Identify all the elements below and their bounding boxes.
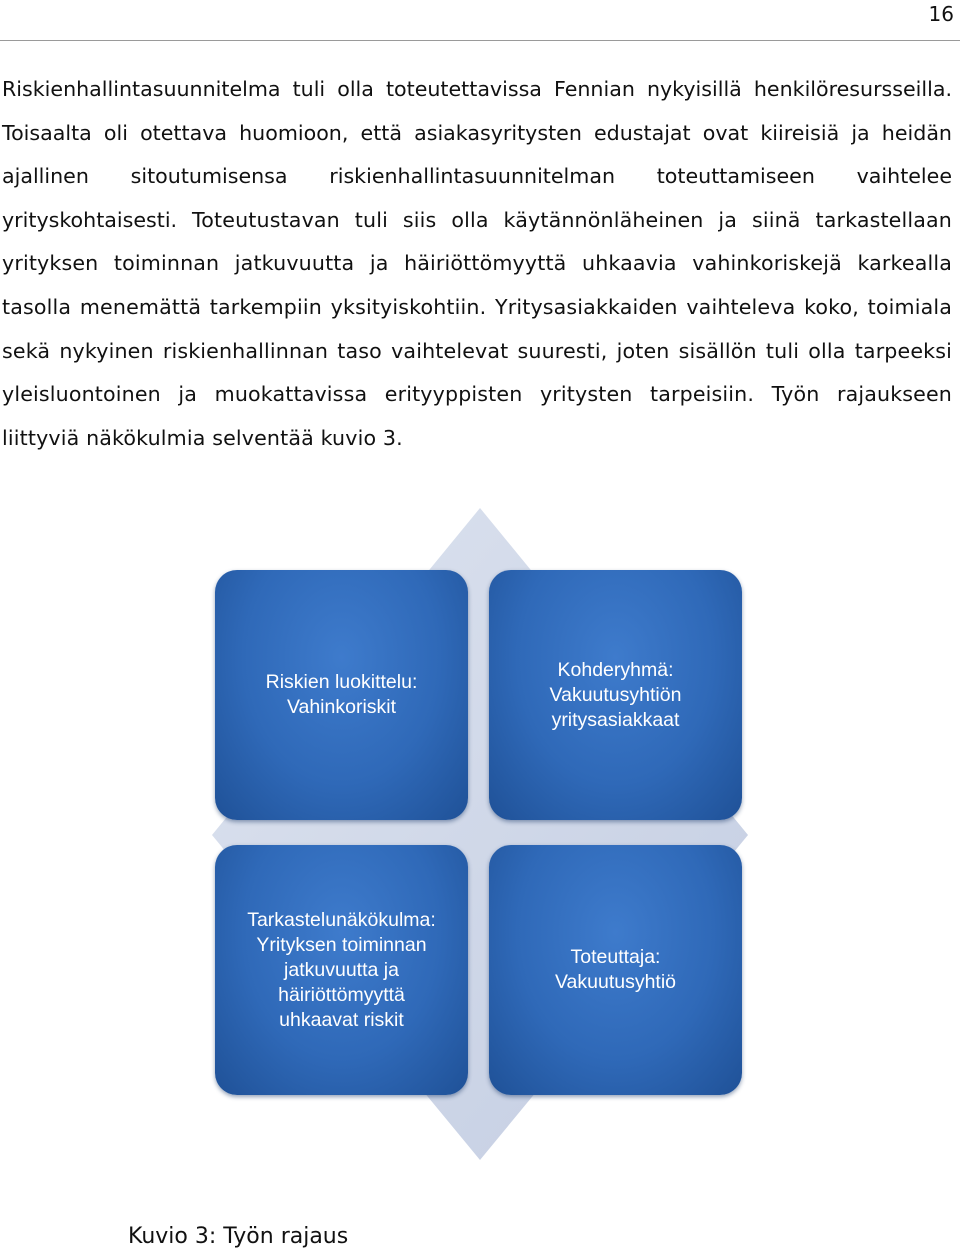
header-divider bbox=[0, 40, 960, 41]
scope-diagram bbox=[200, 500, 760, 1200]
body-text-run-2: Toteutustavan tuli siis olla käytännönläheinen ja siinä tarkastellaan yrityksen toiminnan jatkuvuutta ja häiriöttömyyttä uhkaavia vahinkoriskejä karkealla tasolla menemättä tarkempiin yksityiskohtiin. Yritysasiakkaiden vaihteleva koko, toimiala sekä nykyinen riskienhallinnan taso vaihtelevat suuresti, joten sisällön tuli olla tarpeeksi yleisluontoinen ja muokattavissa erityyppisten yritysten tarpeisiin. Työn rajaukseen liittyviä näkökulmia selventää kuvio 3. bbox=[2, 207, 952, 450]
risk-classification-box: Riskien luokittelu: Vahinkoriskit bbox=[215, 570, 468, 820]
figure-caption: Kuvio 3: Työn rajaus bbox=[128, 1224, 349, 1249]
target-group-box: Kohderyhmä: Vakuutusyhtiön yritysasiakkaat bbox=[489, 570, 742, 820]
body-paragraph bbox=[2, 68, 952, 460]
viewpoint-box: Tarkastelunäkökulma: Yrityksen toiminnan jatkuvuutta ja häiriöttömyyttä uhkaavat riskit bbox=[215, 845, 468, 1095]
page-number: 16 bbox=[928, 2, 954, 26]
implementer-box: Toteuttaja: Vakuutusyhtiö bbox=[489, 845, 742, 1095]
body-text-run-1: Riskienhallintasuunnitelma tuli olla toteutettavissa Fennian nykyisillä henkilöresursseilla. Toisaalta oli otettava huomioon, että asiakasyritysten edustajat ovat kiireisiä ja heidän ajallinen sitoutumisensa riskienhallintasuunnitelman toteuttamiseen vaihtelee yrityskohtaisesti. bbox=[2, 77, 952, 232]
